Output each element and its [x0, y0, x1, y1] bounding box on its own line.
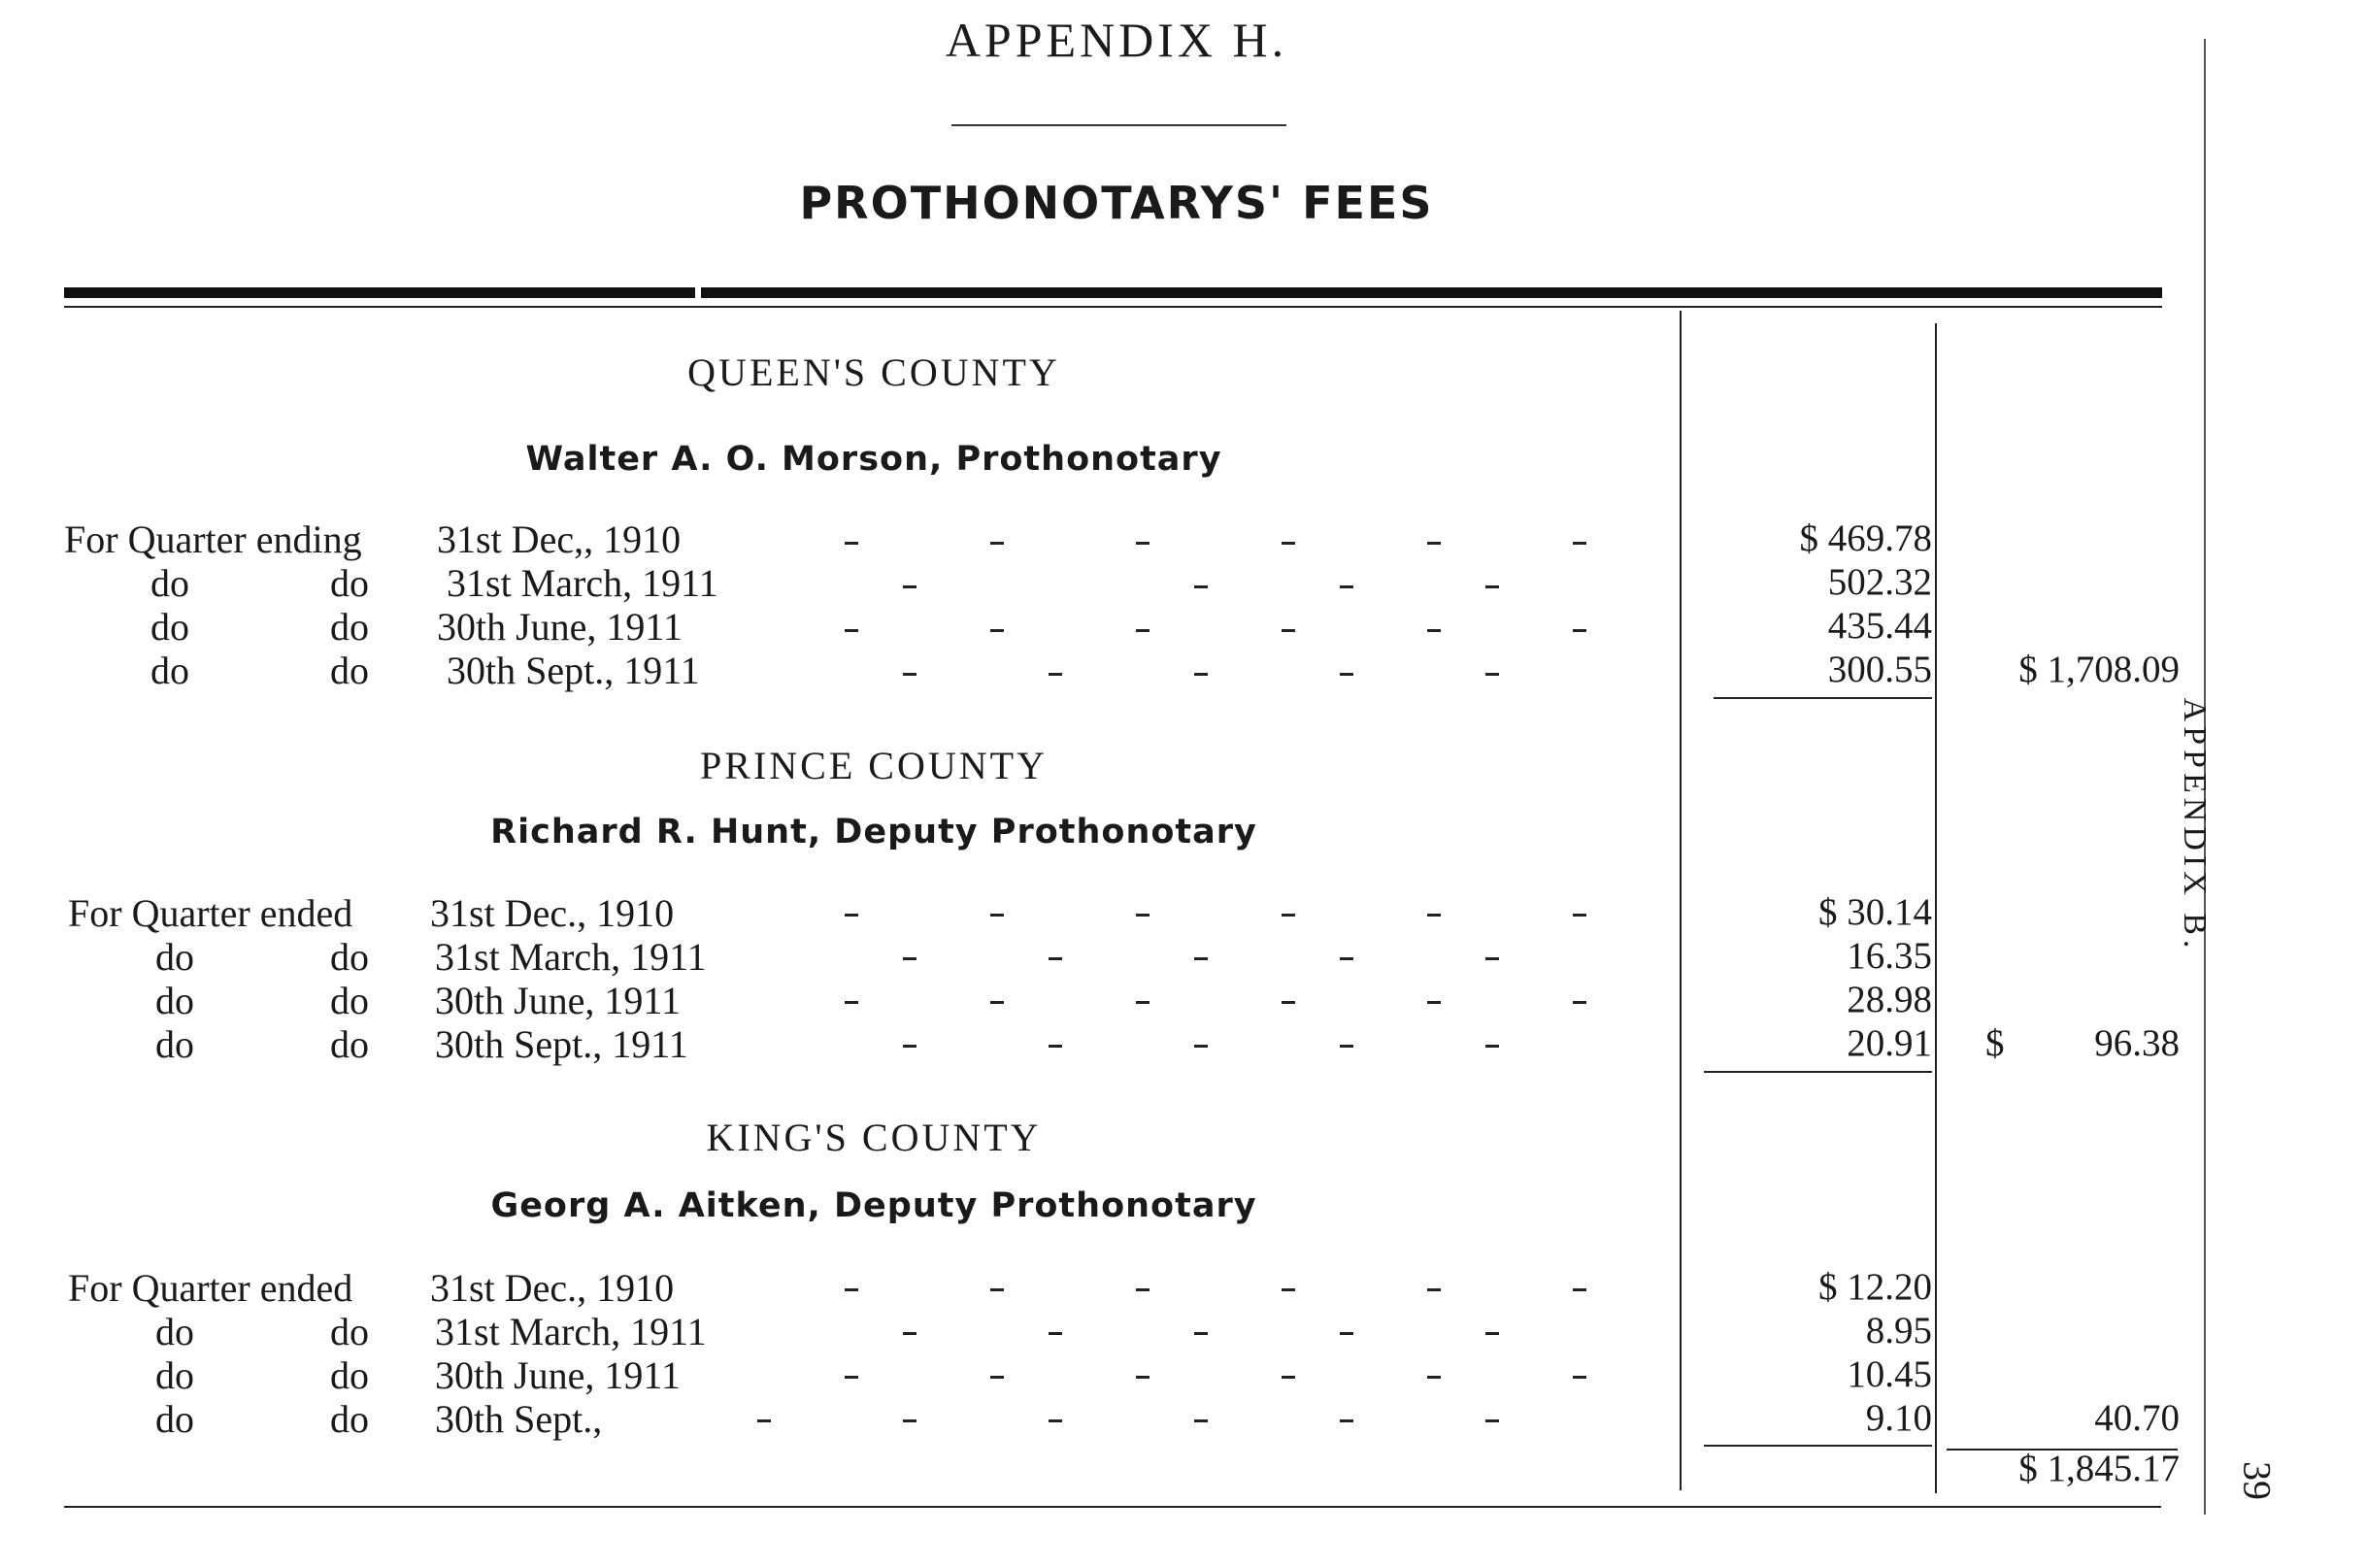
leader-dash	[1427, 1001, 1441, 1004]
leader-dash	[1340, 957, 1353, 960]
leader-dash	[757, 1419, 771, 1422]
row-amount: 20.91	[1847, 1022, 1932, 1064]
county-heading: QUEEN'S COUNTY	[687, 350, 1060, 394]
ditto-mark: do	[150, 649, 189, 692]
leader-dash	[1427, 914, 1441, 917]
thin-rule	[64, 306, 2162, 308]
leader-dash	[1485, 673, 1499, 676]
leader-dash	[1573, 1001, 1586, 1004]
leader-dash	[1194, 673, 1208, 676]
county-heading: KING'S COUNTY	[706, 1116, 1042, 1159]
leader-dash	[1194, 1045, 1208, 1048]
row-date: 30th June, 1911	[435, 1353, 681, 1397]
official-name: Richard R. Hunt, Deputy Prothonotary	[490, 813, 1257, 851]
heavy-rule-left	[64, 287, 695, 298]
leader-dash	[1573, 629, 1586, 632]
official-name: Georg A. Aitken, Deputy Prothonotary	[490, 1186, 1257, 1225]
leader-dash	[990, 1288, 1004, 1291]
row-date: 31st Dec,, 1910	[437, 517, 682, 561]
leader-dash	[845, 1001, 858, 1004]
leader-dash	[1340, 585, 1353, 588]
leader-dash	[1136, 542, 1150, 545]
row-date: 31st March, 1911	[447, 561, 718, 605]
row-amount: 16.35	[1847, 935, 1932, 977]
leader-dash	[1427, 1376, 1441, 1379]
ditto-mark: do	[150, 605, 189, 649]
leader-dash	[1049, 1332, 1062, 1335]
side-running-heading: APPENDIX B.	[2177, 697, 2213, 953]
ditto-mark: do	[330, 935, 369, 979]
ditto-mark: do	[155, 1310, 194, 1353]
leader-dash	[845, 1288, 858, 1291]
row-date: 31st Dec., 1910	[430, 891, 675, 935]
leader-dash	[903, 673, 916, 676]
row-date: 30th June, 1911	[437, 605, 683, 649]
ditto-mark: do	[150, 561, 189, 605]
section-total-dollar: $	[1985, 1022, 2005, 1064]
leader-dash	[903, 1332, 916, 1335]
section-total: $ 1,708.09	[2018, 649, 2180, 690]
row-amount: $ 12.20	[1818, 1266, 1932, 1308]
subtotal-rule	[1714, 697, 1932, 699]
row-date: 30th Sept.,	[435, 1397, 603, 1441]
total-column-rule	[1935, 323, 1937, 1493]
row-date: 30th Sept., 1911	[435, 1022, 688, 1066]
title-rule	[951, 124, 1286, 126]
leader-dash	[1485, 1045, 1499, 1048]
bottom-rule	[64, 1506, 2161, 1508]
leader-dash	[1136, 629, 1150, 632]
appendix-title: APPENDIX H.	[945, 13, 1288, 67]
page-title: PROTHONOTARYS' FEES	[799, 177, 1434, 229]
section-total: 40.70	[2094, 1397, 2180, 1439]
leader-dash	[1194, 1332, 1208, 1335]
ditto-mark: do	[330, 1353, 369, 1397]
subtotal-rule	[1704, 1071, 1932, 1073]
ditto-mark: do	[330, 979, 369, 1022]
leader-dash	[903, 585, 916, 588]
leader-dash	[990, 542, 1004, 545]
ditto-mark: do	[155, 1022, 194, 1066]
leader-dash	[1427, 629, 1441, 632]
leader-dash	[845, 629, 858, 632]
row-label: For Quarter ended	[68, 1266, 353, 1310]
leader-dash	[845, 914, 858, 917]
row-date: 31st March, 1911	[435, 1310, 707, 1353]
row-amount: 8.95	[1865, 1310, 1932, 1351]
row-amount: 435.44	[1827, 605, 1932, 647]
heavy-rule-right	[701, 287, 2162, 298]
leader-dash	[990, 1001, 1004, 1004]
leader-dash	[1194, 585, 1208, 588]
leader-dash	[990, 1376, 1004, 1379]
row-amount: 28.98	[1847, 979, 1932, 1020]
section-total: 96.38	[2094, 1022, 2180, 1064]
leader-dash	[903, 1419, 916, 1422]
leader-dash	[1136, 1001, 1150, 1004]
row-label: For Quarter ended	[68, 891, 353, 935]
leader-dash	[1282, 629, 1295, 632]
leader-dash	[1282, 1376, 1295, 1379]
leader-dash	[1282, 1001, 1295, 1004]
leader-dash	[1136, 1288, 1150, 1291]
leader-dash	[1573, 1288, 1586, 1291]
leader-dash	[1136, 1376, 1150, 1379]
leader-dash	[1573, 1376, 1586, 1379]
leader-dash	[1282, 1288, 1295, 1291]
leader-dash	[1427, 542, 1441, 545]
row-date: 30th Sept., 1911	[447, 649, 700, 692]
leader-dash	[1136, 914, 1150, 917]
grand-total: $ 1,845.17	[2018, 1448, 2180, 1489]
ditto-mark: do	[155, 1397, 194, 1441]
leader-dash	[1282, 542, 1295, 545]
row-amount: 502.32	[1827, 561, 1932, 603]
leader-dash	[1340, 1419, 1353, 1422]
official-name: Walter A. O. Morson, Prothonotary	[525, 440, 1222, 479]
leader-dash	[990, 914, 1004, 917]
leader-dash	[1427, 1288, 1441, 1291]
row-amount: $ 30.14	[1818, 891, 1932, 933]
leader-dash	[1282, 914, 1295, 917]
leader-dash	[903, 1045, 916, 1048]
leader-dash	[845, 1376, 858, 1379]
leader-dash	[903, 957, 916, 960]
leader-dash	[1049, 1419, 1062, 1422]
ditto-mark: do	[330, 605, 369, 649]
ditto-mark: do	[330, 649, 369, 692]
row-date: 30th June, 1911	[435, 979, 681, 1022]
leader-dash	[845, 542, 858, 545]
ditto-mark: do	[330, 1310, 369, 1353]
leader-dash	[1340, 1332, 1353, 1335]
leader-dash	[1340, 1045, 1353, 1048]
ditto-mark: do	[330, 561, 369, 605]
leader-dash	[1485, 1419, 1499, 1422]
leader-dash	[1194, 957, 1208, 960]
leader-dash	[1485, 1332, 1499, 1335]
leader-dash	[1573, 542, 1586, 545]
row-date: 31st Dec., 1910	[430, 1266, 675, 1310]
leader-dash	[1049, 1045, 1062, 1048]
row-amount: 10.45	[1847, 1353, 1932, 1395]
leader-dash	[990, 629, 1004, 632]
leader-dash	[1573, 914, 1586, 917]
ditto-mark: do	[155, 1353, 194, 1397]
leader-dash	[1340, 673, 1353, 676]
county-heading: PRINCE COUNTY	[700, 744, 1048, 787]
ditto-mark: do	[155, 935, 194, 979]
row-amount: 300.55	[1827, 649, 1932, 690]
leader-dash	[1485, 585, 1499, 588]
ditto-mark: do	[330, 1397, 369, 1441]
row-amount: $ 469.78	[1799, 517, 1932, 559]
leader-dash	[1049, 957, 1062, 960]
leader-dash	[1049, 673, 1062, 676]
page-number: 39	[2235, 1461, 2280, 1500]
leader-dash	[1485, 957, 1499, 960]
row-date: 31st March, 1911	[435, 935, 707, 979]
row-amount: 9.10	[1865, 1397, 1932, 1439]
leader-dash	[1194, 1419, 1208, 1422]
ditto-mark: do	[330, 1022, 369, 1066]
row-label: For Quarter ending	[64, 517, 362, 561]
ditto-mark: do	[155, 979, 194, 1022]
